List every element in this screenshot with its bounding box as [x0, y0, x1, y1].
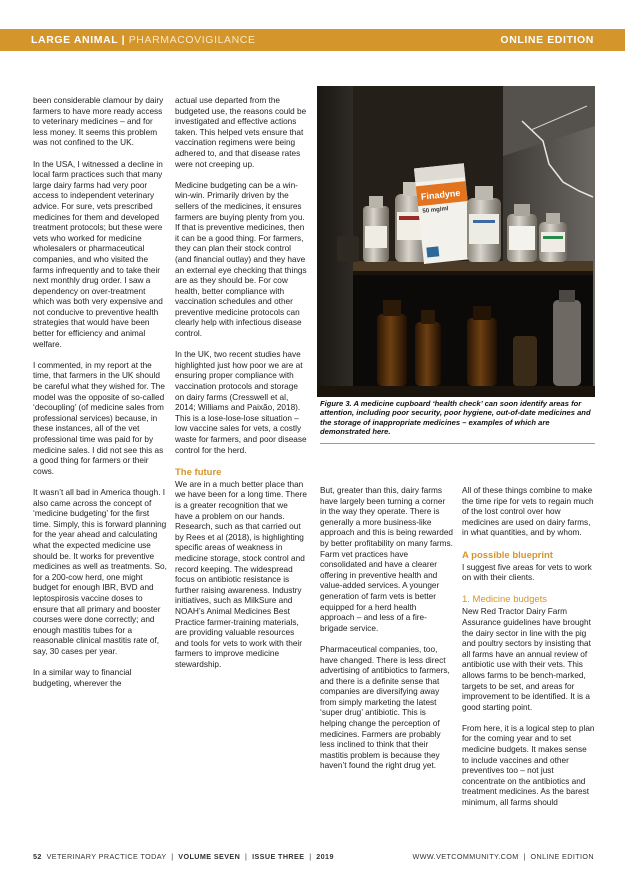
subheading-medicine-budgets: 1. Medicine budgets: [462, 594, 548, 606]
paragraph: been considerable clamour by dairy farmers to have more ready access to veterinary medicines – and for less money. It seems this problem was not confined to the UK.: [33, 96, 164, 148]
paragraph: Pharmaceutical companies, too, have changed. There is less direct advertising of antibiotics to farmers, and there is a definite sense that companies are diversifying away from simply marketing the latest ‘super drug’ antibiotic. This is helping change the perception of medicines. Farmers are probably less inclined to think that their mastitis problem is because they haven’t found the right drug yet.: [320, 644, 450, 771]
figure-caption-text: A medicine cupboard ‘health check’ can soon identify areas for attention, including poor security, poor hygiene, out-of-date medicines and the storage of inappropriate medicines – examples of which are demonstrated here.: [320, 399, 591, 436]
paragraph: actual use departed from the budgeted use, the reasons could be investigated and effective actions taken. This helped vets ensure that vaccination regimens were being adhered to, and that disease rates were not creeping up.: [175, 96, 307, 169]
volume-label: VOLUME SEVEN: [178, 852, 241, 861]
article-column-4: [462, 486, 595, 809]
paragraph: Medicine budgeting can be a win-win-win. Primarily driven by the sellers of the medicines, it ensures farmers are buying plenty from you. If that is preventive medicines, then it can be a good thing. For farmers, they can plan their stock control (and financial outlay) and they have an external eye checking that things are as they should be. For cow health, better compliance with vaccination schedules and other preventive medicine protocols can clearly help with infectious disease control.: [175, 180, 307, 339]
paragraph: It wasn’t all bad in America though. I also came across the concept of ‘medicine budgeting’ for the first time. Simply, this is forward planning for the year ahead and calculating what the expected medicine use should be. It works for preventive medicines as well as treatments. So, for a 200-cow herd, one might budget for enough IBR, BVD and leptospirosis vaccine doses to ensure that all primary and booster courses were done correctly; and enough mastitis tubes for a reasonable clinical mastitis rate of, say, 30 cases per year.: [33, 487, 167, 656]
paragraph: I suggest five areas for vets to work on with their clients.: [462, 562, 592, 583]
issue-label: ISSUE THREE: [252, 852, 305, 861]
paragraph: But, greater than this, dairy farms have largely been turning a corner in the way they operate. There is generally a more business-like approach and this is being rewarded by better profitability on many farms. Farm vet practices have consolidated and have a clearer offering in preventive health and value-added services. A younger generation of farm vets is better equipped for a herd health approach – and less of a fire-brigade service.: [320, 486, 454, 633]
footer-publication-info: 52 VETERINARY PRACTICE TODAY | VOLUME SEVEN | ISSUE THREE | 2019: [33, 852, 334, 861]
publication-name: VETERINARY PRACTICE TODAY: [46, 852, 167, 861]
figure-caption: [320, 399, 592, 436]
edition-label: ONLINE EDITION: [500, 34, 594, 46]
footer-edition: ONLINE EDITION: [530, 852, 594, 861]
section-title: [31, 34, 256, 46]
paragraph: From here, it is a logical step to plan for the coming year and to set medicine budgets. It makes sense to include vaccines and other preventives too – not just concentrate on the antibiotics and treatment medicines. As the barest minimum, all farms should: [462, 723, 595, 808]
article-column-3: [320, 486, 453, 772]
product-brand-label: Finadyne: [420, 187, 461, 202]
website-link[interactable]: WWW.VETCOMMUNITY.COM: [412, 852, 519, 861]
caption-divider: [320, 443, 595, 444]
section-heading-possible-blueprint: A possible blueprint: [462, 549, 553, 561]
section-heading-the-future: The future: [175, 466, 222, 478]
article-column-1: [33, 96, 167, 689]
paragraph: All of these things combine to make the time ripe for vets to regain much of the lost control over how medicines are used on dairy farms, in what quantities, and by whom.: [462, 486, 594, 538]
paragraph: I commented, in my report at the time, that farmers in the UK should be careful what they wished for. The model was the opposite of so-called ‘decoupling’ (of medicine sales from professional services) because, in these instances, all of the vet professional time was paid for by medicine sales. I did not see this as a good thing for farmers or their cows.: [33, 360, 165, 476]
article-column-2: [175, 96, 307, 670]
product-strength-label: 50 mg/ml: [422, 206, 449, 215]
year-label: 2019: [316, 852, 334, 861]
section-name: LARGE ANIMAL |: [31, 34, 126, 46]
medicine-cupboard-photo: [317, 86, 595, 397]
paragraph: New Red Tractor Dairy Farm Assurance guidelines have brought the dairy sector in line with the pig and poultry sectors by insisting that all farms have an annual review of antibiotic use with their vets. This allows farms to be bench-marked, targets to be set, and areas for improvement to be identified. It is a good starting point.: [462, 607, 591, 712]
figure-label: Figure 3.: [320, 399, 352, 408]
paragraph: In the UK, two recent studies have highlighted just how poor we are at ensuring proper compliance with vaccination protocols and storage on dairy farms (Cresswell et al, 2014; Williams and Paixão, 2018). This is a lose-lose-lose situation – low vaccine sales for vets, a costly waste for farmers, and poor disease control for the herd.: [175, 350, 307, 455]
paragraph: In a similar way to financial budgeting, wherever the: [33, 668, 132, 688]
page-number: 52: [33, 852, 42, 861]
paragraph: In the USA, I witnessed a decline in local farm practices such that many large dairy farms had very poor access to independent veterinary advice. For sure, vets prescribed medicines for them and developed treatment protocols; but these were vets who worked for medicine wholesalers or pharmaceutical companies, and who visited the farms infrequently and to take their next monthly drug order. I saw a dependency on over-treatment which was both very expensive and not conducive to preventive health strategies that would have been better for efficiency and animal welfare.: [33, 159, 163, 349]
subsection-name: PHARMACOVIGILANCE: [128, 34, 256, 46]
paragraph: We are in a much better place than we have been for a long time. There is a greater recognition that we have a problem on our hands. Research, such as that carried out by Rees et al (2018), is highlighting specific areas of weakness in medicine storage, stock control and record keeping. The widespread focus on antibiotic resistance is further raising awareness. Industry initiatives, such as MilkSure and NOAH’s Animal Medicines Best Practice farmer-training materials, are providing valuable resources and tools for vets to work with their farmers to improve medicine stewardship.: [175, 479, 307, 669]
section-header-bar: [0, 29, 625, 51]
footer-website-info: WWW.VETCOMMUNITY.COM | ONLINE EDITION: [412, 852, 594, 861]
